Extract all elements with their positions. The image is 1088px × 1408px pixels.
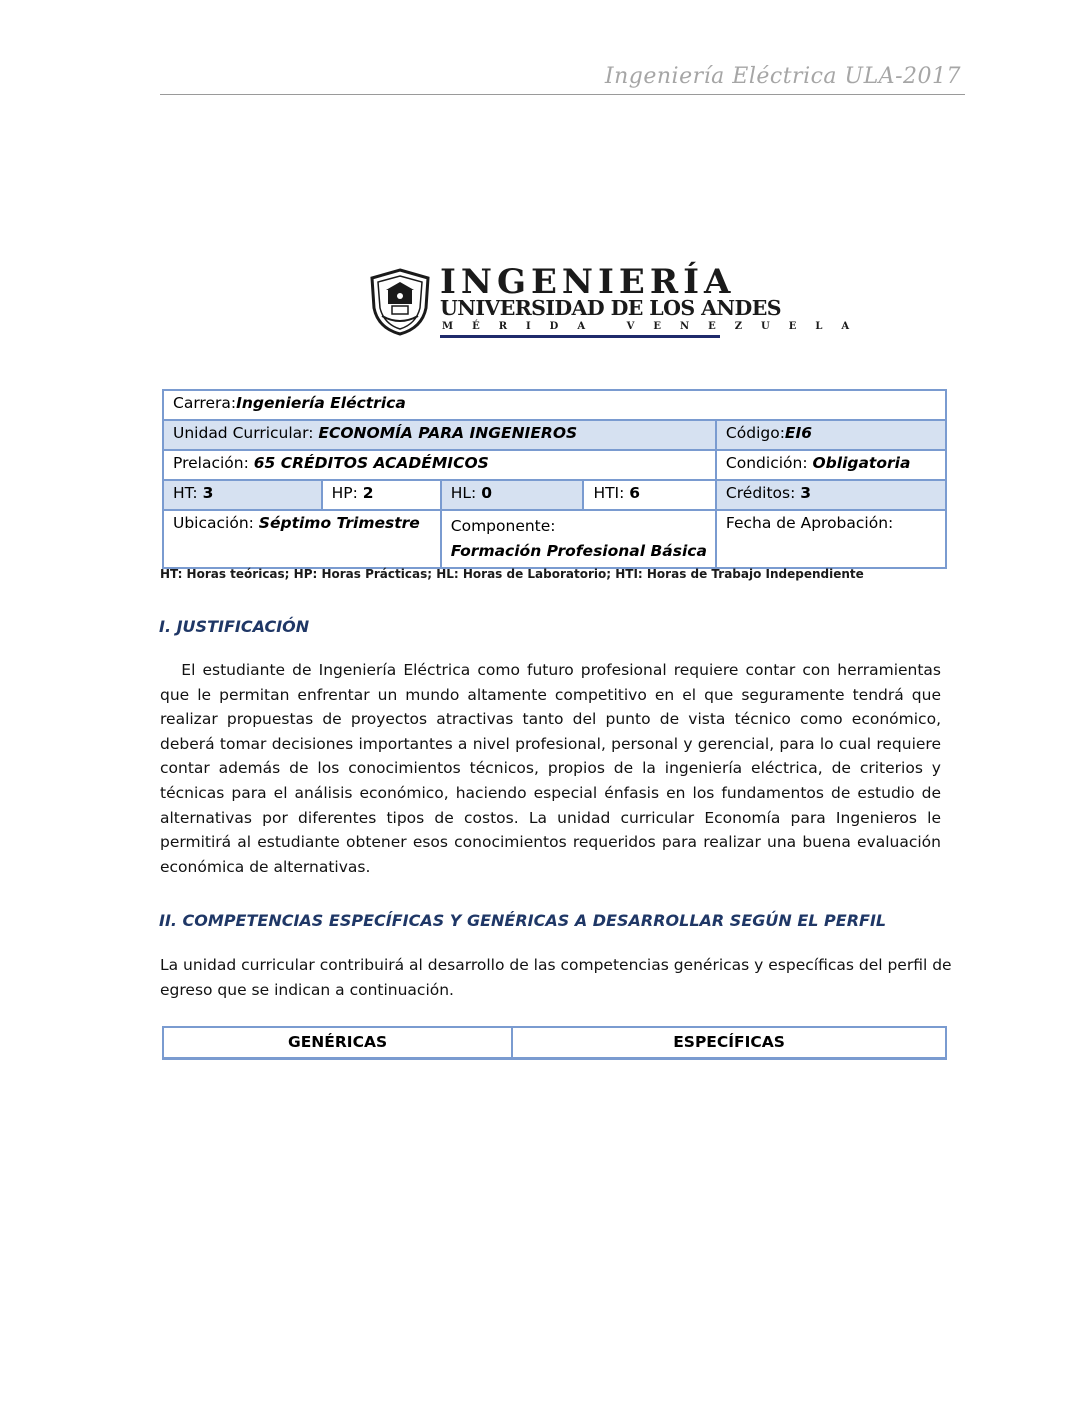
creditos-value: 3	[800, 484, 812, 502]
hp-label: HP:	[331, 484, 363, 502]
competencias-header-row	[163, 1027, 946, 1059]
cell-componente	[441, 510, 716, 568]
cell-hp	[322, 480, 441, 510]
cell-unidad	[163, 420, 716, 450]
ht-value: 3	[202, 484, 214, 502]
cell-codigo	[716, 420, 946, 450]
codigo-value: EI6	[784, 424, 813, 442]
carrera-label: Carrera:	[173, 394, 237, 412]
componente-label: Componente:	[450, 517, 556, 535]
fecha-label: Fecha de Aprobación:	[725, 514, 894, 532]
hti-value: 6	[629, 484, 641, 502]
logo-university: UNIVERSIDAD DE LOS ANDES	[440, 296, 781, 320]
hp-value: 2	[362, 484, 374, 502]
course-info-table	[162, 389, 947, 569]
prelacion-value: 65 CRÉDITOS ACADÉMICOS	[253, 454, 489, 472]
cell-hti	[583, 480, 715, 510]
logo-title: INGENIERÍA	[440, 262, 736, 302]
running-title: Ingeniería Eléctrica ULA-2017	[604, 64, 961, 89]
hours-footnote: HT: Horas teóricas; HP: Horas Prácticas; HL: Horas de Laboratorio; HTI: Horas de Trabajo Independiente	[160, 567, 864, 581]
section-heading-competencias: II. COMPETENCIAS ESPECÍFICAS Y GENÉRICAS A DESARROLLAR SEGÚN EL PERFIL	[159, 911, 887, 930]
cell-condicion	[716, 450, 946, 480]
hl-value: 0	[481, 484, 493, 502]
competencias-paragraph: La unidad curricular contribuirá al desarrollo de las competencias genéricas y específicas del perfil de egreso que se indican a continuación.	[160, 956, 952, 999]
cell-fecha	[716, 510, 946, 568]
cell-ubicacion	[163, 510, 441, 568]
condicion-label: Condición:	[725, 454, 813, 472]
unidad-value: ECONOMÍA PARA INGENIEROS	[318, 424, 578, 442]
page-header	[160, 62, 965, 95]
cell-hl	[441, 480, 584, 510]
logo-location: MÉRIDA VENEZUELA	[442, 321, 869, 332]
faculty-logo	[368, 262, 869, 338]
logo-underline	[440, 335, 720, 338]
cell-prelacion	[163, 450, 716, 480]
row-ubicacion	[163, 510, 946, 568]
row-hours	[163, 480, 946, 510]
unidad-label: Unidad Curricular:	[173, 424, 319, 442]
col-genericas: GENÉRICAS	[163, 1027, 512, 1059]
row-carrera	[163, 390, 946, 420]
hl-label: HL:	[450, 484, 482, 502]
ht-label: HT:	[173, 484, 203, 502]
competencias-table	[162, 1026, 947, 1060]
cell-creditos	[716, 480, 946, 510]
section-heading-justificacion: I. JUSTIFICACIÓN	[159, 617, 310, 636]
codigo-label: Código:	[725, 424, 785, 442]
componente-value: Formación Profesional Básica	[450, 542, 707, 560]
carrera-value: Ingeniería Eléctrica	[236, 394, 406, 412]
creditos-label: Créditos:	[725, 484, 801, 502]
university-seal-icon	[368, 268, 432, 336]
prelacion-label: Prelación:	[173, 454, 254, 472]
ubicacion-label: Ubicación:	[173, 514, 259, 532]
row-prelacion	[163, 450, 946, 480]
cell-carrera	[163, 390, 946, 420]
col-especificas: ESPECÍFICAS	[512, 1027, 946, 1059]
justificacion-paragraph: El estudiante de Ingeniería Eléctrica como futuro profesional requiere contar con herramientas que le permitan enfrentar un mundo altamente competitivo en el que seguramente tendrá que realizar propuestas de proyectos atractivas tanto del punto de vista técnico como económico, deberá tomar decisiones importantes a nivel profesional, personal y gerencial, para lo cual requiere contar además de los conocimientos técnicos, propios de la ingeniería eléctrica, de criterios y técnicas para el análisis económico, haciendo especial énfasis en los fundamentos de estudio de alternativas por diferentes tipos de costos. La unidad curricular Economía para Ingenieros le permitirá al estudiante obtener esos conocimientos requeridos para realizar una buena evaluación económica de alternativas.	[160, 661, 946, 876]
row-unidad	[163, 420, 946, 450]
ubicacion-value: Séptimo Trimestre	[258, 514, 420, 532]
condicion-value: Obligatoria	[812, 454, 911, 472]
cell-ht	[163, 480, 322, 510]
hti-label: HTI:	[593, 484, 630, 502]
